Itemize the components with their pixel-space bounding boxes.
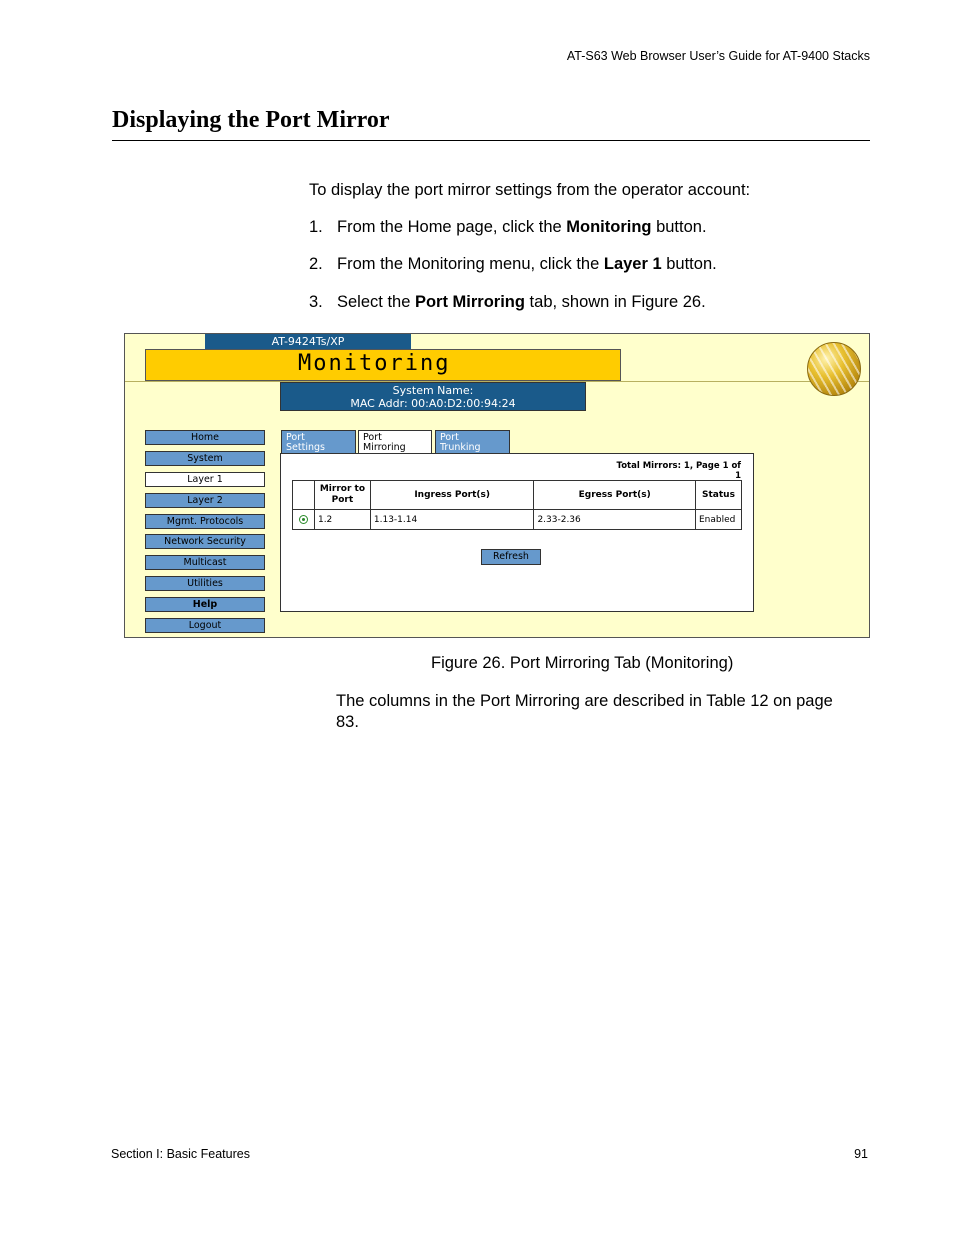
- nav-layer2-button[interactable]: Layer 2: [145, 493, 265, 508]
- tab-label: Settings: [286, 442, 325, 453]
- tab-port-trunking[interactable]: [435, 430, 510, 454]
- status-column-header: Status: [695, 481, 741, 510]
- step-number: 1.: [309, 218, 323, 236]
- table-header-row: [293, 481, 742, 510]
- globe-logo-icon: [807, 342, 861, 396]
- footer-page-number: 91: [854, 1147, 868, 1161]
- mirror-table: [292, 480, 742, 530]
- intro-text: To display the port mirror settings from the operator account:: [309, 181, 751, 199]
- nav-home-button[interactable]: Home: [145, 430, 265, 445]
- running-header: AT-S63 Web Browser User’s Guide for AT-9400 Stacks: [566, 49, 870, 63]
- port-mirroring-panel: [280, 453, 754, 612]
- figure-screenshot: [124, 333, 870, 638]
- tab-label: Mirroring: [363, 442, 406, 453]
- ingress-cell: 1.13-1.14: [370, 510, 534, 530]
- monitoring-title: Monitoring: [298, 351, 451, 376]
- step-number: 3.: [309, 293, 323, 311]
- tab-label: Port: [286, 432, 305, 443]
- figure-caption: Figure 26. Port Mirroring Tab (Monitoring): [431, 654, 734, 672]
- step-text: tab, shown in Figure 26.: [524, 293, 706, 311]
- step-1: [309, 217, 707, 237]
- nav-system-button[interactable]: System: [145, 451, 265, 466]
- total-mirrors: Total Mirrors: 1, Page 1 of 1: [616, 461, 741, 481]
- nav-multicast-button[interactable]: Multicast: [145, 555, 265, 570]
- radio-button[interactable]: [299, 515, 308, 524]
- nav-layer1-button[interactable]: Layer 1: [145, 472, 265, 487]
- tab-port-mirroring[interactable]: [358, 430, 432, 455]
- step-text: From the Monitoring menu, click the: [337, 255, 604, 273]
- tab-port-settings[interactable]: [281, 430, 356, 454]
- egress-cell: 2.33-2.36: [534, 510, 696, 530]
- table-row: [293, 510, 742, 530]
- step-bold: Layer 1: [603, 255, 662, 273]
- step-text: From the Home page, click the: [337, 218, 567, 236]
- system-info-bar: [280, 382, 586, 411]
- system-name: System Name:: [392, 384, 474, 397]
- footer-section: Section I: Basic Features: [111, 1147, 250, 1161]
- nav-help-button[interactable]: Help: [145, 597, 265, 612]
- page-title: Displaying the Port Mirror: [112, 107, 390, 133]
- description-text: The columns in the Port Mirroring are described in Table 12 on page 83.: [336, 692, 833, 731]
- step-text: button.: [661, 255, 717, 273]
- step-3: [309, 292, 706, 312]
- tab-label: Port: [363, 432, 382, 443]
- tab-label: Port: [440, 432, 459, 443]
- mirror-column-header: Mirror to Port: [314, 481, 370, 510]
- row-select-cell: [293, 510, 315, 530]
- model-bar: AT-9424Ts/XP: [205, 334, 411, 349]
- title-rule: [112, 140, 870, 141]
- monitoring-banner: [145, 349, 621, 381]
- step-bold: Monitoring: [566, 218, 652, 236]
- egress-column-header: Egress Port(s): [534, 481, 696, 510]
- tab-label: Trunking: [440, 442, 481, 453]
- mac-address: MAC Addr: 00:A0:D2:00:94:24: [350, 397, 516, 410]
- step-text: Select the: [337, 293, 415, 311]
- ingress-column-header: Ingress Port(s): [370, 481, 534, 510]
- step-bold: Port Mirroring: [414, 293, 525, 311]
- step-2: [309, 254, 717, 274]
- step-number: 2.: [309, 255, 323, 273]
- nav-network-security-button[interactable]: Network Security: [145, 534, 265, 549]
- nav-utilities-button[interactable]: Utilities: [145, 576, 265, 591]
- mirror-cell: 1.2: [314, 510, 370, 530]
- refresh-button[interactable]: Refresh: [481, 549, 541, 565]
- status-cell: Enabled: [695, 510, 741, 530]
- nav-mgmt-protocols-button[interactable]: Mgmt. Protocols: [145, 514, 265, 529]
- nav-logout-button[interactable]: Logout: [145, 618, 265, 633]
- select-column-header: [293, 481, 315, 510]
- step-text: button.: [651, 218, 707, 236]
